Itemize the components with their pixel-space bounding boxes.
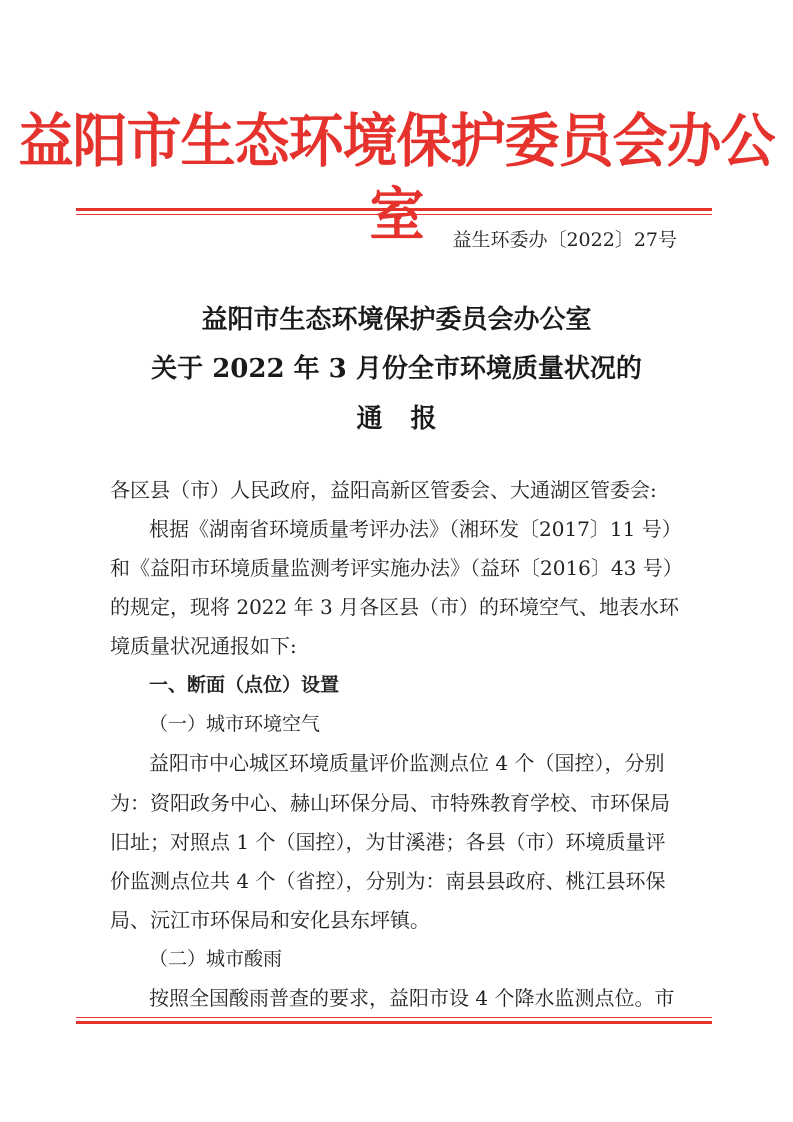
subsection-heading: （一）城市环境空气 bbox=[149, 713, 321, 735]
addressee-line: 各区县（市）人民政府，益阳高新区管委会、大通湖区管委会: bbox=[110, 478, 657, 502]
red-masthead: 益阳市生态环境保护委员会办公室 bbox=[18, 107, 775, 249]
red-rule-bottom-thin bbox=[76, 1017, 712, 1018]
document-number: 益生环委办〔2022〕27号 bbox=[452, 229, 677, 251]
subsection-heading: （二）城市酸雨 bbox=[149, 948, 283, 970]
body-line: 益阳市中心城区环境质量评价监测点位 4 个（国控），分别 bbox=[149, 751, 665, 775]
red-rule-bottom-thick bbox=[76, 1021, 712, 1024]
red-rule-top-thin bbox=[76, 214, 712, 215]
title-line-3: 通报 bbox=[356, 404, 465, 434]
body-line: 的规定，现将 2022 年 3 月各区县（市）的环境空气、地表水环 bbox=[110, 595, 680, 619]
body-line: 根据《湖南省环境质量考评办法》（湘环发〔2017〕11 号） bbox=[149, 517, 682, 541]
body-line: 按照全国酸雨普查的要求，益阳市设 4 个降水监测点位。市 bbox=[149, 986, 675, 1010]
section-heading: 一、断面（点位）设置 bbox=[149, 674, 340, 696]
body-line: 和《益阳市环境质量监测考评实施办法》（益环〔2016〕43 号） bbox=[110, 556, 683, 580]
body-line: 为：资阳政务中心、赫山环保分局、市特殊教育学校、市环保局 bbox=[110, 791, 670, 815]
body-line: 局、沅江市环保局和安化县东坪镇。 bbox=[110, 908, 430, 932]
body-line: 境质量状况通报如下: bbox=[110, 634, 297, 658]
body-line: 旧址；对照点 1 个（国控），为甘溪港；各县（市）环境质量评 bbox=[110, 830, 666, 854]
title-line-1: 益阳市生态环境保护委员会办公室 bbox=[201, 305, 592, 335]
title-line-2: 关于 2022 年 3 月份全市环境质量状况的 bbox=[151, 354, 642, 384]
body-line: 价监测点位共 4 个（省控），分别为：南县县政府、桃江县环保 bbox=[110, 869, 666, 893]
red-rule-top-thick bbox=[76, 208, 712, 211]
